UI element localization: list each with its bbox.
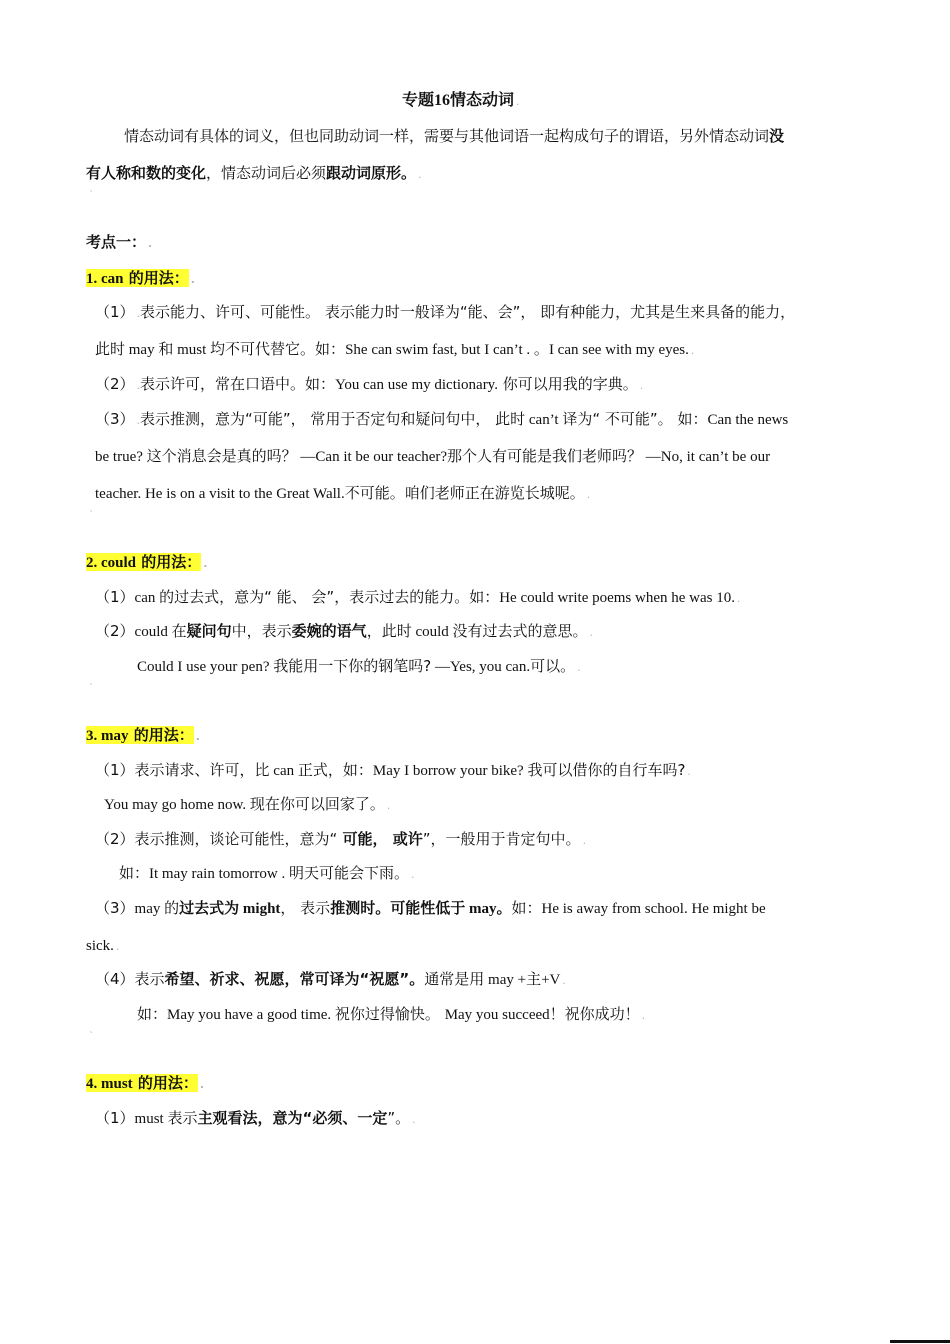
can-point-1-line-2: 此时 may 和 must 均不可代替它。如：She can swim fast, but I can’t . 。I can see with my eyes. . — [95, 340, 695, 358]
title-prefix: 专题 — [402, 90, 435, 109]
may-point-4: （4）表示希望、祈求、祝愿，常可译为“祝愿”。通常是用 may +主+V . — [95, 970, 566, 988]
could-point-1: （1）can 的过去式，意为“ 能、 会”，表示过去的能力。如：He could write poems when he was 10. . — [95, 588, 741, 606]
title-number: 16 — [434, 92, 451, 109]
can-point-3-line-1: （3） .表示推测，意为“可能”， 常用于否定句和疑问句中， 此时 can’t 译为“ 不可能”。 如：Can the news — [95, 410, 789, 428]
title-name: 情态动词 — [450, 90, 515, 109]
can-point-1-line-1: （1） .表示能力、许可、可能性。 表示能力时一般译为“能、会”， 即有种能力，尤其是生来具备的能力， — [95, 303, 796, 321]
section-must-heading: 4. must 的用法： . — [86, 1074, 205, 1092]
must-point-1: （1）must 表示主观看法，意为“必须、一定”。 . — [95, 1109, 416, 1127]
may-point-1-line-1: （1）表示请求、许可，比 can 正式，如：May I borrow your bike? 我可以借你的自行车吗? . — [95, 761, 691, 779]
kaodian-heading: 考点一： . — [86, 233, 153, 251]
can-point-3-line-2: be true? 这个消息会是真的吗？ —Can it be our teacher?那个人有可能是我们老师吗？ —No, it can’t be our — [95, 447, 771, 465]
paragraph-mark: . — [516, 95, 520, 108]
may-point-4-example: 如：May you have a good time. 祝你过得愉快。 May you succeed！祝你成功！ . — [137, 1005, 646, 1023]
footer-rule — [890, 1340, 950, 1343]
may-point-2: （2）表示推测，谈论可能性，意为“ 可能， 或许”，一般用于肯定句中。 . — [95, 830, 587, 848]
empty-paragraph-mark: ` — [89, 190, 94, 201]
can-point-3-line-3: teacher. He is on a visit to the Great Wall.不可能。咱们老师正在游览长城呢。 . — [95, 484, 591, 502]
may-point-3-line-2: sick. . — [86, 938, 120, 954]
page-title — [402, 90, 520, 112]
can-point-2: （2） .表示许可，常在口语中。如：You can use my dictionary. 你可以用我的字典。 . — [95, 375, 644, 393]
document-page: 专题16情态动词 . 情态动词有具体的词义，但也同助动词一样，需要与其他词语一起构成句子的谓语，另外情态动词没 有人称和数的变化，情态动词后必须跟动词原形。 . ` 考点一： . 1. can 的用法： . （1） .表示能力、许可、可能性。 表示能力时一般译为“能、会”， 即有种能力，尤其是生来具备的能力， 此时 may 和 must 均不可代替它。如：She can swim fast, but I can’t . 。I can see with my eyes. . （2） .表示许可，常在口语中。如：You can use my dictionary. 你可以用我的字典。 . （3） .表示推测，意为“可能”， 常用于否定句和疑问句中， 此时 can’t 译为“ 不可能”。 如：Can the news be true? 这个消息会是真的吗？ —Can it be our teacher?那个人有可能是我们老师吗？ —No, it can’t be our teacher. He is on a visit to the Great Wall.不可能。咱们老师正在游览长城呢。 . ` 2. could 的用法： . （1）can 的过去式，意为“ 能、 会”，表示过去的能力。如：He could write poems when he was 10. . （2）could 在疑问句中，表示委婉的语气，此时 could 没有过去式的意思。 . Could I use your pen? 我能用一下你的钢笔吗? —Yes, you can.可以。 . ` 3. may 的用法： . （1）表示请求、许可，比 can 正式，如：May I borrow your bike? 我可以借你的自行车吗? . You may go home now. 现在你可以回家了。 . （2）表示推测，谈论可能性，意为“ 可能， 或许”，一般用于肯定句中。 . 如：It may rain tomorrow . 明天可能会下雨。 . （3）may 的过去式为 might， 表示推测时。可能性低于 may。如：He is away from school. He might be sick. . （4）表示希望、祈求、祝愿，常可译为“祝愿”。通常是用 may +主+V . 如：May you have a good time. 祝你过得愉快。 May you succeed！祝你成功！ . ` 4. must 的用法： . （1）must 表示主观看法，意为“必须、一定”。 . — [0, 0, 950, 1344]
may-point-2-example: 如：It may rain tomorrow . 明天可能会下雨。 . — [119, 864, 415, 882]
section-could-heading: 2. could 的用法： . — [86, 553, 208, 571]
may-point-1-line-2: You may go home now. 现在你可以回家了。 . — [104, 795, 391, 813]
intro-line-1: 情态动词有具体的词义，但也同助动词一样，需要与其他词语一起构成句子的谓语，另外情态动词没 — [124, 127, 785, 145]
section-can-heading: 1. can 的用法： . — [86, 269, 195, 287]
intro-line-2: 有人称和数的变化，情态动词后必须跟动词原形。 . — [86, 164, 422, 182]
could-point-2: （2）could 在疑问句中，表示委婉的语气，此时 could 没有过去式的意思。 . — [95, 622, 594, 640]
may-point-3-line-1: （3）may 的过去式为 might， 表示推测时。可能性低于 may。如：He is away from school. He might be — [95, 899, 766, 917]
section-may-heading: 3. may 的用法： . — [86, 726, 200, 744]
could-example: Could I use your pen? 我能用一下你的钢笔吗? —Yes, you can.可以。 . — [137, 657, 581, 675]
